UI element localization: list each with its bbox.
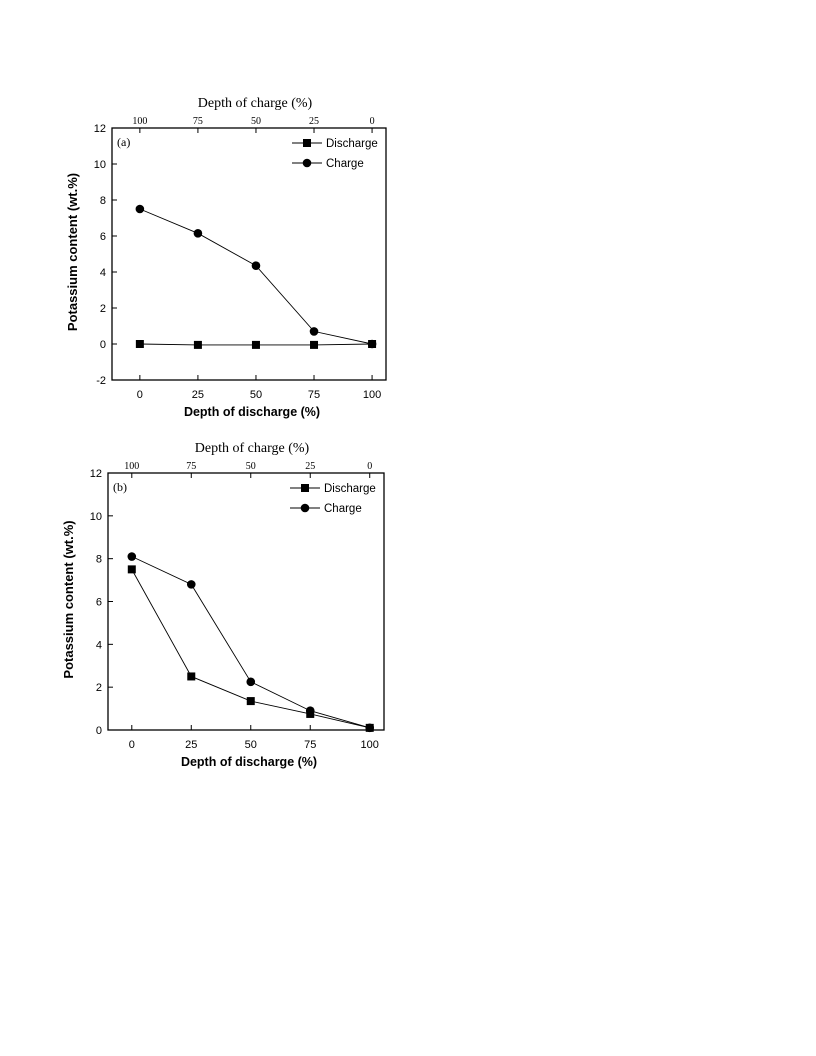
chart-a-charge-point <box>136 205 145 214</box>
chart-a-xtick-label: 100 <box>362 389 382 401</box>
chart-b-charge-point <box>246 678 255 687</box>
chart-a-x2tick-label: 25 <box>309 116 320 127</box>
chart-b-x2tick-label: 75 <box>186 461 197 472</box>
chart-b-xtick-label: 100 <box>360 739 379 751</box>
chart-a-x2tick-label: 100 <box>132 116 148 127</box>
chart-a-x2tick-label: 0 <box>369 116 375 127</box>
chart-b-ytick-label: 4 <box>95 639 102 652</box>
chart-b-xtick-label: 75 <box>304 739 317 751</box>
chart-b-ylabel: Potassium content (wt.%) <box>61 520 76 679</box>
chart-b-legend-label-charge: Charge <box>324 503 362 515</box>
chart-b-ytick-label: 12 <box>89 468 102 480</box>
chart-b-charge-point <box>127 552 136 561</box>
chart-b-discharge-point <box>187 672 195 680</box>
chart-a-ytick-label: 10 <box>93 159 106 171</box>
chart-a-legend-marker-charge <box>303 159 312 168</box>
chart-b-ytick-label: 6 <box>95 596 102 609</box>
chart-a-xtick-label: 75 <box>307 389 321 401</box>
chart-b-x2tick-label: 25 <box>305 461 316 472</box>
chart-a-discharge-point <box>194 341 202 349</box>
chart-a-x2label: Depth of charge (%) <box>197 96 313 111</box>
chart-a-ylabel: Potassium content (wt.%) <box>65 172 80 332</box>
chart-a-discharge-point <box>310 341 318 349</box>
chart-b-x2tick-label: 100 <box>124 461 140 472</box>
chart-a-ytick-label: 2 <box>99 303 106 315</box>
chart-b-xtick-label: 0 <box>128 739 135 751</box>
chart-a-ytick-label: -2 <box>96 375 106 387</box>
chart-b-x2label: Depth of charge (%) <box>194 441 310 456</box>
chart-a-series-charge-line <box>140 209 372 344</box>
chart-a-legend-label-charge: Charge <box>326 158 364 170</box>
chart-b-discharge-point <box>247 697 255 705</box>
chart-a-discharge-point <box>252 341 260 349</box>
chart-b-xlabel: Depth of discharge (%) <box>180 755 318 769</box>
chart-a-x2tick-label: 50 <box>250 116 261 127</box>
chart-a-xtick-label: 50 <box>249 389 263 401</box>
chart-a-charge-point <box>368 340 377 349</box>
chart-a-charge-point <box>194 229 203 238</box>
chart-a-charge-point <box>310 327 319 336</box>
chart-b-legend-marker-charge <box>301 504 310 513</box>
chart-a-xlabel: Depth of discharge (%) <box>183 405 321 419</box>
chart-b-charge-point <box>306 706 315 715</box>
chart-b-ytick-label: 8 <box>95 553 102 566</box>
chart-a-charge-point <box>252 261 261 270</box>
chart-a-xtick-label: 25 <box>191 389 205 401</box>
chart-b-legend-marker-discharge <box>301 484 309 492</box>
chart-b-discharge-point <box>128 565 136 573</box>
chart-b-ytick-label: 10 <box>89 510 102 523</box>
chart-b-legend-label-discharge: Discharge <box>324 483 376 495</box>
chart-b-panel-label: (b) <box>113 480 127 494</box>
chart-a-panel-label: (a) <box>117 135 131 149</box>
chart-b-ytick-label: 2 <box>95 682 102 695</box>
chart-a-discharge-point <box>136 340 144 348</box>
chart-a-x2tick-label: 75 <box>192 116 203 127</box>
chart-a-ytick-label: 6 <box>99 231 106 243</box>
chart-a-ytick-label: 12 <box>93 123 106 135</box>
chart-a-legend-marker-discharge <box>303 139 311 147</box>
chart-b-xtick-label: 50 <box>244 739 257 751</box>
chart-b-charge-point <box>187 580 196 589</box>
chart-b-x2tick-label: 0 <box>367 461 373 472</box>
chart-b-group <box>61 441 384 769</box>
chart-a-legend-label-discharge: Discharge <box>326 138 378 150</box>
chart-b-x2tick-label: 50 <box>245 461 256 472</box>
chart-b-charge-point <box>365 724 374 733</box>
chart-b-xtick-label: 25 <box>185 739 198 751</box>
chart-b-ytick-label: 0 <box>95 725 102 737</box>
chart-a-ytick-label: 4 <box>99 267 106 279</box>
chart-a-xtick-label: 0 <box>136 389 143 401</box>
chart-a-ytick-label: 8 <box>99 195 106 207</box>
chart-a-group <box>65 96 386 419</box>
chart-a-ytick-label: 0 <box>99 339 106 351</box>
